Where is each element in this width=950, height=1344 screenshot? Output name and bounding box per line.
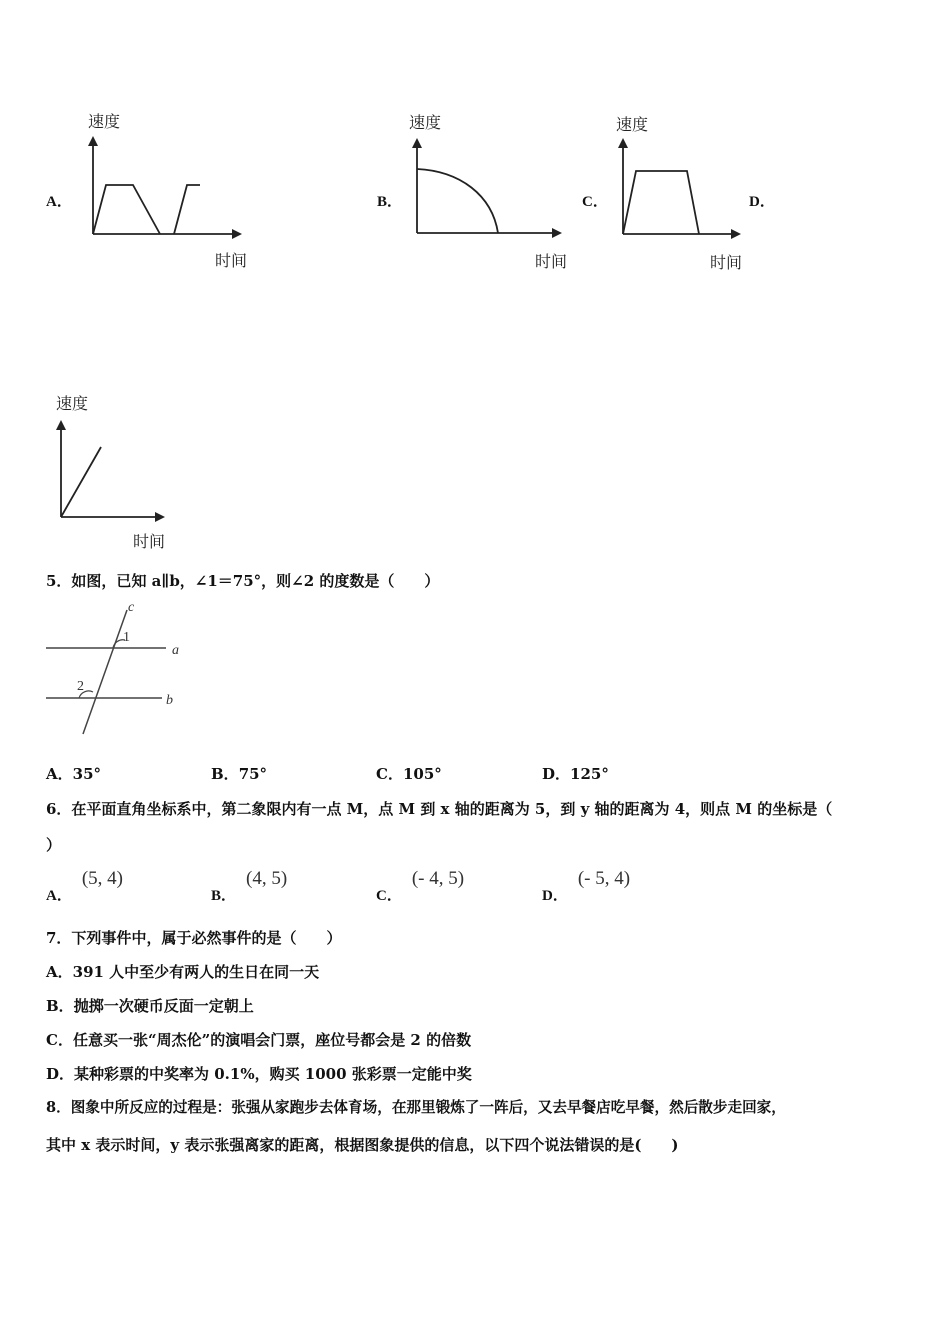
q6-stem-line1: 6．在平面直角坐标系中，第二象限内有一点 M，点 M 到 x 轴的距离为 5，到 y 轴的距离为 4，则点 M 的坐标是（: [46, 800, 833, 818]
q5-option-c[interactable]: [376, 765, 442, 783]
q5-option-a-text: 35°: [72, 765, 102, 783]
option-d-label: D．: [749, 194, 775, 210]
q6-option-d[interactable]: [542, 868, 631, 904]
line-a-label: a: [172, 643, 179, 658]
q5-option-b-text: 75°: [238, 765, 268, 783]
q7-option-d-letter: D．: [46, 1065, 75, 1083]
q5-option-c-text: 105°: [402, 765, 442, 783]
q7-option-b-text: 抛掷一次硬币反面一定朝上: [73, 997, 254, 1015]
q7-option-c-letter: C．: [46, 1031, 73, 1049]
option-c-label: C．: [582, 194, 608, 210]
q7-option-a-text: 391 人中至少有两人的生日在同一天: [72, 963, 320, 981]
q6-option-d-coord: (- 5, 4): [577, 868, 631, 889]
q5-option-d-letter: D．: [542, 765, 571, 783]
q7-option-a[interactable]: [46, 963, 319, 981]
q7-option-d-text: 某种彩票的中奖率为 0.1%，购买 1000 张彩票一定能中奖: [74, 1065, 472, 1083]
graph-c-y-label: 速度: [616, 115, 649, 134]
q7-option-d[interactable]: [46, 1065, 472, 1083]
graph-c-x-label: 时间: [710, 253, 743, 272]
angle-1-label: 1: [123, 630, 130, 645]
q5-option-b-letter: B．: [211, 765, 239, 783]
q7-option-c[interactable]: [46, 1031, 471, 1049]
q6-option-d-letter: D．: [542, 888, 568, 904]
q5-option-d[interactable]: [542, 765, 609, 783]
q7-option-c-text: 任意买一张“周杰伦”的演唱会门票，座位号都会是 2 的倍数: [72, 1031, 472, 1049]
q7-stem: 7．下列事件中，属于必然事件的是（ ）: [46, 929, 342, 947]
graph-d-y-label: 速度: [56, 394, 89, 413]
q6-option-c-coord: (- 4, 5): [411, 868, 465, 889]
line-b-label: b: [166, 693, 173, 708]
angle-2-label: 2: [77, 679, 84, 694]
line-c-label: c: [128, 600, 135, 615]
q5-option-a-letter: A．: [46, 765, 73, 783]
q6-stem-line2: ）: [46, 836, 62, 854]
q7-option-a-letter: A．: [46, 963, 73, 981]
graph-a-y-label: 速度: [88, 112, 121, 131]
option-b-label: B．: [377, 194, 403, 210]
q8-stem-line2: 其中 x 表示时间，y 表示张强离家的距离，根据图象提供的信息，以下四个说法错误的是( ): [46, 1136, 679, 1154]
q6-option-b-letter: B．: [211, 888, 237, 904]
graph-b-x-label: 时间: [535, 252, 568, 271]
q6-option-a-letter: A．: [46, 888, 72, 904]
graph-a-x-label: 时间: [215, 251, 248, 270]
q7-option-b-letter: B．: [46, 997, 74, 1015]
q6-option-b[interactable]: [211, 868, 288, 904]
q6-option-c[interactable]: [376, 868, 465, 904]
graph-d-x-label: 时间: [133, 532, 166, 551]
q6-option-a-coord: (5, 4): [81, 868, 123, 889]
q7-option-b[interactable]: [46, 997, 254, 1015]
q6-option-b-coord: (4, 5): [246, 868, 288, 889]
graph-b-y-label: 速度: [409, 113, 442, 132]
q5-option-d-text: 125°: [570, 765, 609, 783]
q5-option-a[interactable]: [46, 765, 101, 783]
q5-option-c-letter: C．: [376, 765, 403, 783]
q5-option-b[interactable]: [211, 765, 267, 783]
q6-option-c-letter: C．: [376, 888, 402, 904]
q5-stem: 5．如图，已知 a∥b，∠1＝75°，则∠2 的度数是（ ）: [46, 572, 440, 590]
option-a-label: A．: [46, 194, 72, 210]
q6-option-a[interactable]: [46, 868, 123, 904]
q8-stem-line1: 8．图象中所反应的过程是：张强从家跑步去体育场，在那里锻炼了一阵后，又去早餐店吃早餐，然后散步走回家，: [46, 1099, 786, 1116]
